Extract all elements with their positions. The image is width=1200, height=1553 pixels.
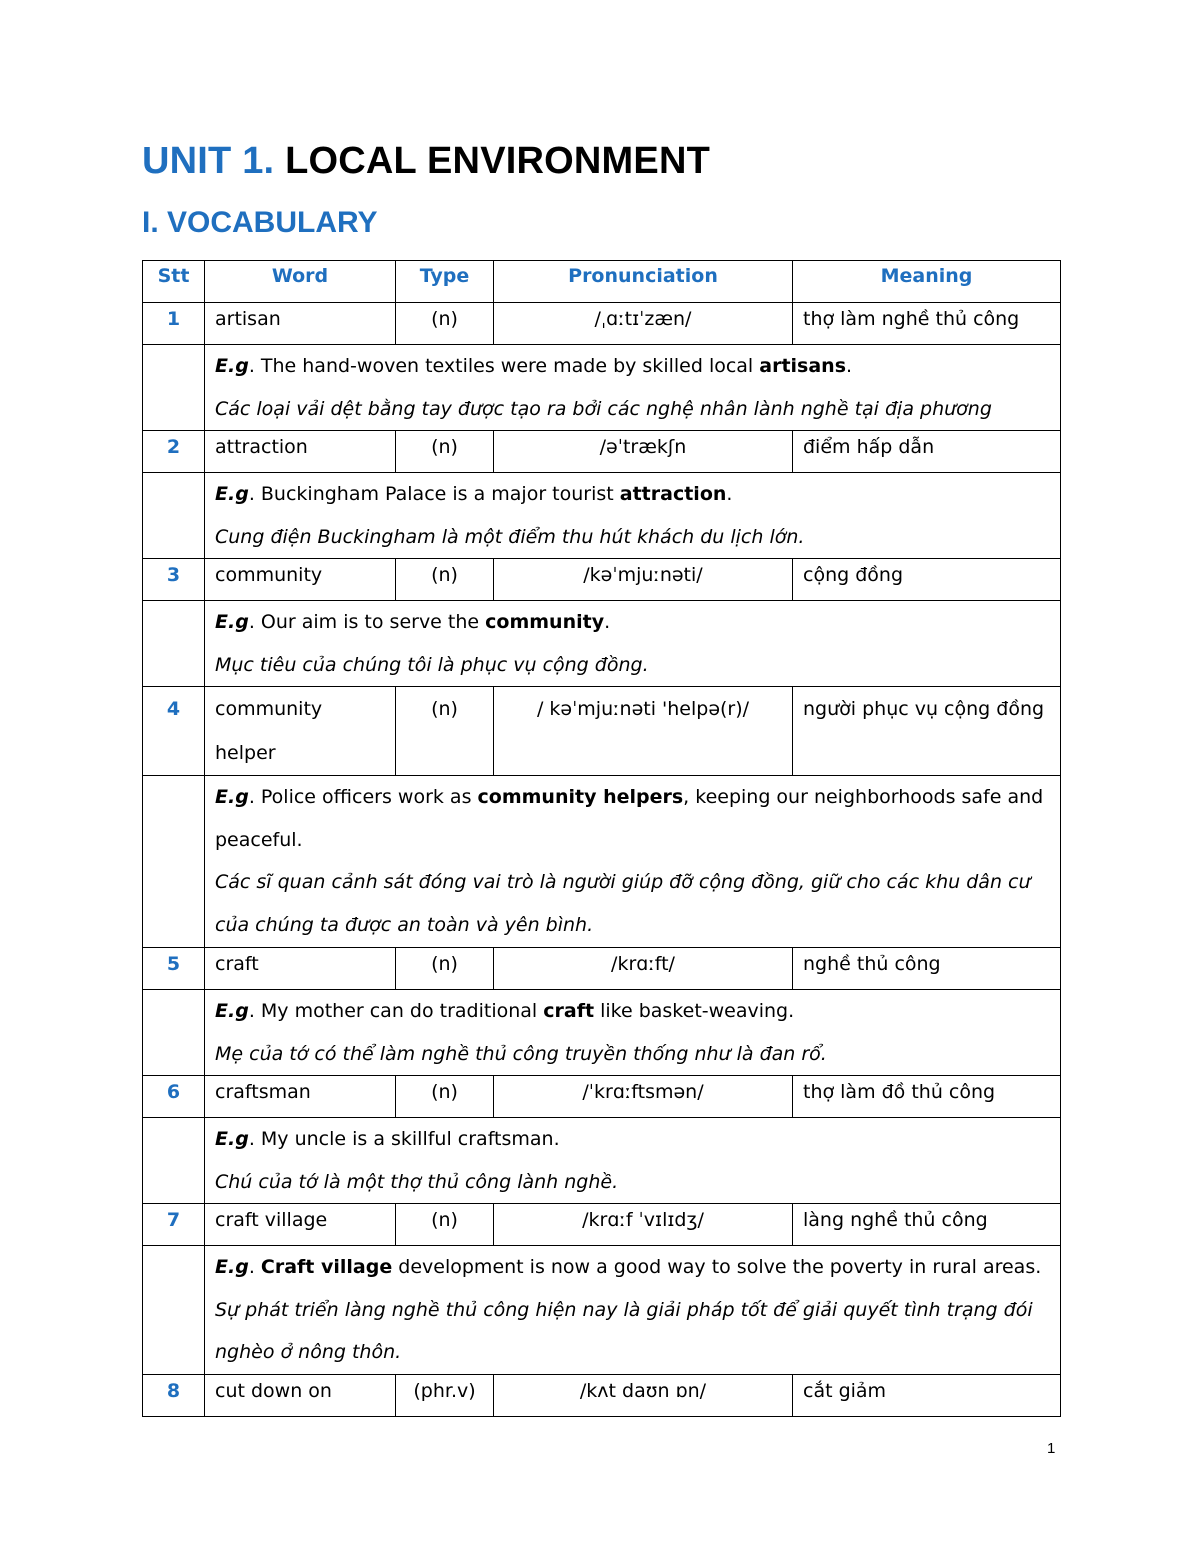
example-english: E.g. My uncle is a skillful craftsman.: [215, 1128, 560, 1150]
table-row: [143, 431, 1061, 473]
example-english: E.g. Police officers work as community helpers, keeping our neighborhoods safe and: [215, 786, 1044, 808]
entry-type: (n): [396, 687, 494, 776]
example-english: E.g. Craft village development is now a good way to solve the poverty in rural areas.: [215, 1256, 1042, 1278]
entry-pronunciation: / kəˈmjuːnəti 'helpə(r)/: [494, 687, 793, 776]
entry-pronunciation: /ˌɑːtɪˈzæn/: [494, 303, 793, 345]
example-vietnamese: Cung điện Buckingham là một điểm thu hút khách du lịch lớn.: [215, 525, 805, 548]
example-vietnamese: Sự phát triển làng nghề thủ công hiện nay là giải pháp tốt để giải quyết tình trạng đói: [215, 1298, 1033, 1321]
example-english: E.g. Buckingham Palace is a major tourist attraction.: [215, 483, 733, 505]
example-cell: [205, 776, 1061, 948]
example-english-continued: peaceful.: [215, 828, 303, 851]
example-row: [143, 1246, 1061, 1375]
entry-number: 7: [143, 1204, 205, 1246]
entry-meaning: cộng đồng: [793, 559, 1061, 601]
entry-number: 2: [143, 431, 205, 473]
example-row: [143, 601, 1061, 687]
table-row: [143, 1204, 1061, 1246]
entry-type: (n): [396, 303, 494, 345]
entry-word: community: [205, 559, 396, 601]
entry-word: attraction: [205, 431, 396, 473]
entry-type: (n): [396, 1076, 494, 1118]
entry-pronunciation: /krɑːf ˈvɪlɪdʒ/: [494, 1204, 793, 1246]
entry-word: community helper: [205, 687, 396, 776]
table-row: [143, 1374, 1061, 1416]
entry-meaning: nghề thủ công: [793, 948, 1061, 990]
entry-number: 4: [143, 687, 205, 776]
entry-meaning: người phục vụ cộng đồng: [793, 687, 1061, 776]
example-row: [143, 1118, 1061, 1204]
column-header: Word: [205, 261, 396, 303]
entry-word: craft village: [205, 1204, 396, 1246]
vocabulary-table: [142, 260, 1061, 1417]
entry-type: (n): [396, 1204, 494, 1246]
example-vietnamese: Các loại vải dệt bằng tay được tạo ra bởi các nghệ nhân lành nghề tại địa phương: [215, 397, 992, 420]
entry-word: craftsman: [205, 1076, 396, 1118]
column-header: Type: [396, 261, 494, 303]
example-english: E.g. The hand-woven textiles were made by skilled local artisans.: [215, 355, 853, 377]
table-row: [143, 687, 1061, 776]
entry-number: 8: [143, 1374, 205, 1416]
example-cell: [205, 1246, 1061, 1375]
page-title: [142, 140, 710, 183]
entry-number: 3: [143, 559, 205, 601]
table-row: [143, 303, 1061, 345]
example-cell: [205, 345, 1061, 431]
table-row: [143, 1076, 1061, 1118]
example-vietnamese: Các sĩ quan cảnh sát đóng vai trò là người giúp đỡ cộng đồng, giữ cho các khu dân cư: [215, 871, 1031, 893]
table-header-row: [143, 261, 1061, 303]
example-row: [143, 345, 1061, 431]
entry-type: (n): [396, 948, 494, 990]
entry-word: artisan: [205, 303, 396, 345]
example-vietnamese: Mẹ của tớ có thể làm nghề thủ công truyền thống như là đan rổ.: [215, 1042, 827, 1065]
unit-topic: LOCAL ENVIRONMENT: [285, 140, 711, 182]
entry-number: 6: [143, 1076, 205, 1118]
example-cell: [205, 990, 1061, 1076]
entry-number: 5: [143, 948, 205, 990]
example-row: [143, 473, 1061, 559]
entry-meaning: thợ làm đồ thủ công: [793, 1076, 1061, 1118]
section-heading: I. VOCABULARY: [142, 206, 378, 239]
example-cell: [205, 601, 1061, 687]
example-row: [143, 990, 1061, 1076]
example-vietnamese-continued: của chúng ta được an toàn và yên bình.: [215, 913, 594, 936]
column-header: Meaning: [793, 261, 1061, 303]
entry-meaning: cắt giảm: [793, 1374, 1061, 1416]
entry-word: craft: [205, 948, 396, 990]
entry-meaning: làng nghề thủ công: [793, 1204, 1061, 1246]
entry-type: (n): [396, 431, 494, 473]
example-english: E.g. My mother can do traditional craft like basket-weaving.: [215, 1000, 795, 1022]
entry-meaning: điểm hấp dẫn: [793, 431, 1061, 473]
example-english: E.g. Our aim is to serve the community.: [215, 611, 611, 633]
column-header: Stt: [143, 261, 205, 303]
example-vietnamese-continued: nghèo ở nông thôn.: [215, 1341, 402, 1363]
entry-type: (phr.v): [396, 1374, 494, 1416]
entry-word: cut down on: [205, 1374, 396, 1416]
entry-pronunciation: /əˈtrækʃn: [494, 431, 793, 473]
table-row: [143, 559, 1061, 601]
entry-pronunciation: /krɑːft/: [494, 948, 793, 990]
example-cell: [205, 473, 1061, 559]
example-vietnamese: Chú của tớ là một thợ thủ công lành nghề.: [215, 1170, 619, 1193]
example-row: [143, 776, 1061, 948]
entry-pronunciation: /ˈkrɑːftsmən/: [494, 1076, 793, 1118]
entry-number: 1: [143, 303, 205, 345]
unit-number: UNIT 1.: [142, 140, 275, 182]
entry-pronunciation: /kəˈmjuːnəti/: [494, 559, 793, 601]
example-cell: [205, 1118, 1061, 1204]
entry-meaning: thợ làm nghề thủ công: [793, 303, 1061, 345]
example-vietnamese: Mục tiêu của chúng tôi là phục vụ cộng đồng.: [215, 653, 649, 676]
page-number: 1: [1047, 1440, 1056, 1457]
column-header: Pronunciation: [494, 261, 793, 303]
entry-pronunciation: /kʌt daʊn ɒn/: [494, 1374, 793, 1416]
entry-type: (n): [396, 559, 494, 601]
table-row: [143, 948, 1061, 990]
